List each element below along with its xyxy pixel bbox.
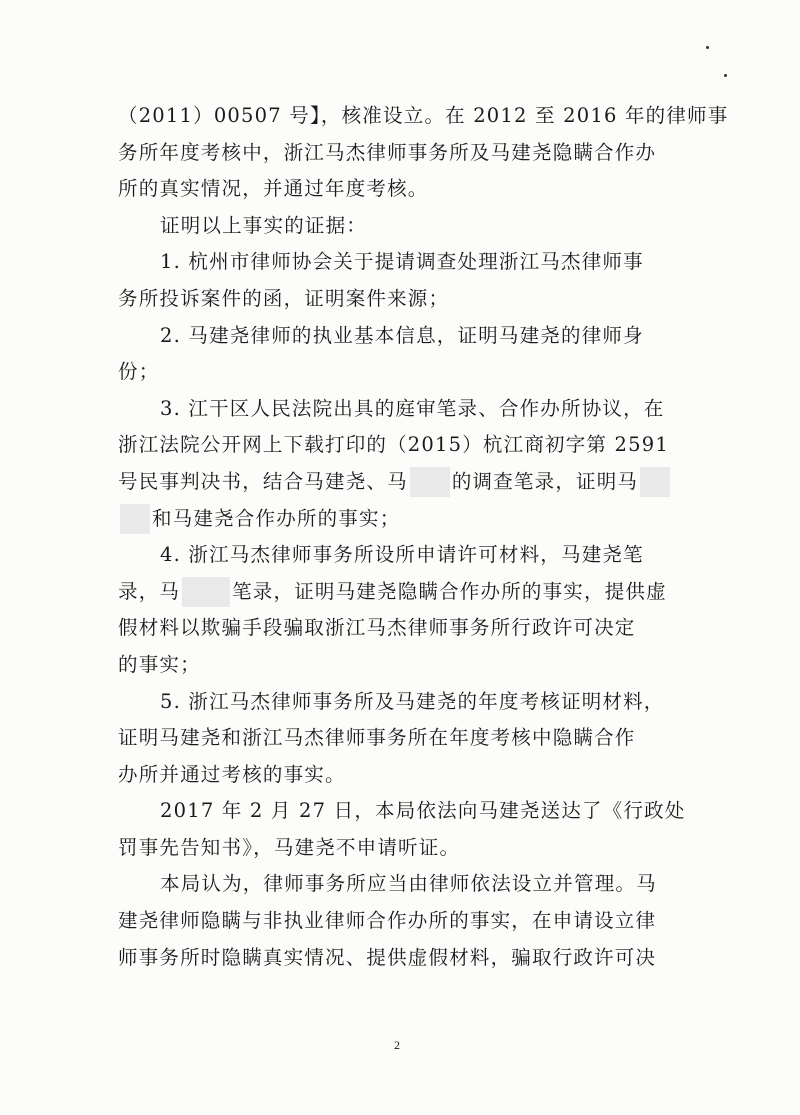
text-line: 办所并通过考核的事实。 [118,762,346,786]
redaction-box [120,504,150,534]
body-text [118,98,729,976]
text-line: 所的真实情况，并通过年度考核。 [118,177,429,201]
text-line: 浙江法院公开网上下载打印的（2015）杭江商初字第 2591 [118,433,669,457]
text-line: 4. 浙江马杰律师事务所设所申请许可材料，马建尧笔 [160,543,644,567]
text-line: 师事务所时隐瞒真实情况、提供虚假材料，骗取行政许可决 [118,945,657,969]
page-number: 2 [394,1038,400,1052]
text-line: 务所投诉案件的函，证明案件来源； [118,286,450,310]
text-line: 份； [118,360,160,384]
redaction-box [410,467,450,497]
text-line: 1. 杭州市律师协会关于提请调查处理浙江马杰律师事 [160,250,644,274]
redaction-box [640,467,670,497]
text-line: 号民事判决书，结合马建尧、马 的调查笔录，证明马 [118,464,678,501]
text-line: 录，马 笔录，证明马建尧隐瞒合作办所的事实，提供虚 [118,574,678,611]
text-line: 2017 年 2 月 27 日，本局依法向马建尧送达了《行政处 [160,799,686,823]
text-line: 和马建尧合作办所的事实； [118,501,678,538]
text-line: 2. 马建尧律师的执业基本信息，证明马建尧的律师身 [160,323,644,347]
text-line: 证明以上事实的证据： [160,213,368,237]
scan-speck [706,46,709,49]
text-line: 建尧律师隐瞒与非执业律师合作办所的事实，在申请设立律 [118,909,657,933]
text-line: 证明马建尧和浙江马杰律师事务所在年度考核中隐瞒合作 [118,726,636,750]
text-line: 3. 江干区人民法院出具的庭审笔录、合作办所协议，在 [160,396,665,420]
redaction-box [182,577,230,607]
text-line: 罚事先告知书》，马建尧不申请听证。 [118,835,461,859]
text-line: 本局认为，律师事务所应当由律师依法设立并管理。马 [160,872,657,896]
text-line: 5. 浙江马杰律师事务所及马建尧的年度考核证明材料， [160,689,665,713]
text-line: 假材料以欺骗手段骗取浙江马杰律师事务所行政许可决定 [118,616,636,640]
scan-speck [724,74,727,77]
text-line: 的事实； [118,652,201,676]
text-line: （2011）00507 号】，核准设立。在 2012 至 2016 年的律师事 [118,104,729,127]
text-line: 务所年度考核中，浙江马杰律师事务所及马建尧隐瞒合作办 [118,140,657,164]
